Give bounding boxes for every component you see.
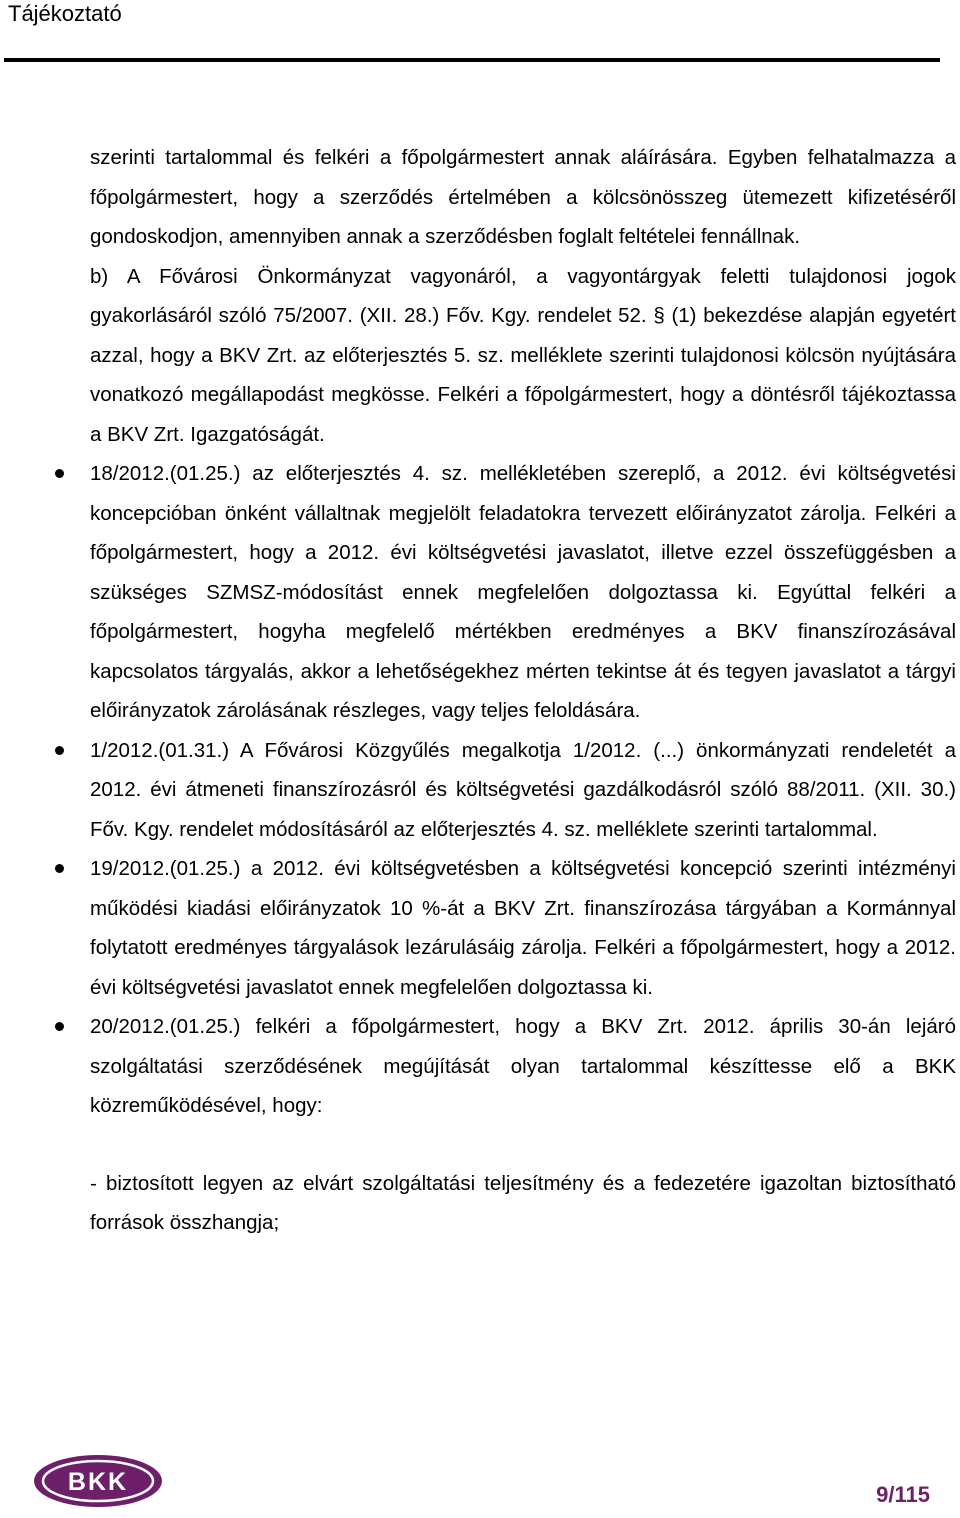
resolution-text: a 2012. évi költségvetésben a költségvetési koncepció szerinti intézményi működési kiadási előirányzatok 10 %-át a BKV Zrt. finanszírozása tárgyában a Kormánnyal folytatott eredményes tárgyalások lezárulásáig zárolja. Felkéri a főpolgármestert, hogy a 2012. évi költségvetési javaslatot ennek megfelelően dolgoztassa ki. [90,857,956,999]
list-item [90,1007,956,1126]
resolution-id: 20/2012.(01.25.) [90,1015,241,1038]
header-title: Tájékoztató [8,1,122,26]
resolution-text: felkéri a főpolgármestert, hogy a BKV Zrt. 2012. április 30-án lejáró szolgáltatási szerződésének megújítását olyan tartalommal készíttesse elő a BKK közreműködésével, hogy: [90,1015,956,1117]
resolution-text: az előterjesztés 4. sz. mellékletében szereplő, a 2012. évi költségvetési koncepcióban önként vállaltnak megjelölt feladatokra tervezett előirányzatot zárolja. Felkéri a főpolgármestert, hogy a 2012. évi költségvetési javaslatot, illetve ezzel összefüggésben a szükséges SZMSZ-módosítást ennek megfelelően dolgoztassa ki. Egyúttal felkéri a főpolgármestert, hogyha megfelelő mértékben eredményes a BKV finanszírozásával kapcsolatos tárgyalás, akkor a lehetőségekhez mérten tekintse át és tegyen javaslatot a tárgyi előirányzatok zárolásának részleges, vagy teljes feloldására. [90,462,956,722]
bullet-icon [55,864,64,873]
bullet-icon [55,469,64,478]
resolution-id: 19/2012.(01.25.) [90,857,241,880]
document-body [90,138,956,1243]
resolution-id: 1/2012.(01.31.) [90,738,230,762]
page-number: 9/115 [876,1482,930,1507]
resolution-list [90,454,956,1126]
list-item [90,454,956,731]
dash-list-item: - biztosított legyen az elvárt szolgáltatási teljesítmény és a fedezetére igazoltan biztosítható források összhangja; [90,1171,956,1234]
bkk-logo [32,1453,164,1509]
intro-paragraph: szerinti tartalommal és felkéri a főpolgármestert annak aláírására. Egyben felhatalmazza a főpolgármestert, hogy a szerződés értelmében a kölcsönösszeg ütemezett kifizetéséről gondoskodjon, amennyiben annak a szerződésben foglalt feltételei fennállnak. [90,146,956,248]
header-divider [4,58,940,62]
resolution-text: A Fővárosi Közgyűlés megalkotja 1/2012. (...) önkormányzati rendeletét a 2012. évi átmeneti finanszírozásról és költségvetési gazdálkodásról szóló 88/2011. (XII. 30.) Főv. Kgy. rendelet módosításáról az előterjesztés 4. sz. melléklete szerinti tartalommal. [90,738,956,841]
list-item [90,731,956,850]
bullet-icon [55,746,64,755]
list-item [90,849,956,1007]
point-b-paragraph: b) A Fővárosi Önkormányzat vagyonáról, a vagyontárgyak feletti tulajdonosi jogok gyakorlásáról szóló 75/2007. (XII. 28.) Főv. Kgy. rendelet 52. § (1) bekezdése alapján egyetért azzal, hogy a BKV Zrt. az előterjesztés 5. sz. melléklete szerinti tulajdonosi kölcsön nyújtására vonatkozó megállapodást megkösse. Felkéri a főpolgármestert, hogy a döntésről tájékoztassa a BKV Zrt. Igazgatóságát. [90,264,956,446]
bullet-icon [55,1022,64,1031]
resolution-id: 18/2012.(01.25.) [90,462,241,485]
bkk-logo-text: BKK [67,1468,129,1496]
